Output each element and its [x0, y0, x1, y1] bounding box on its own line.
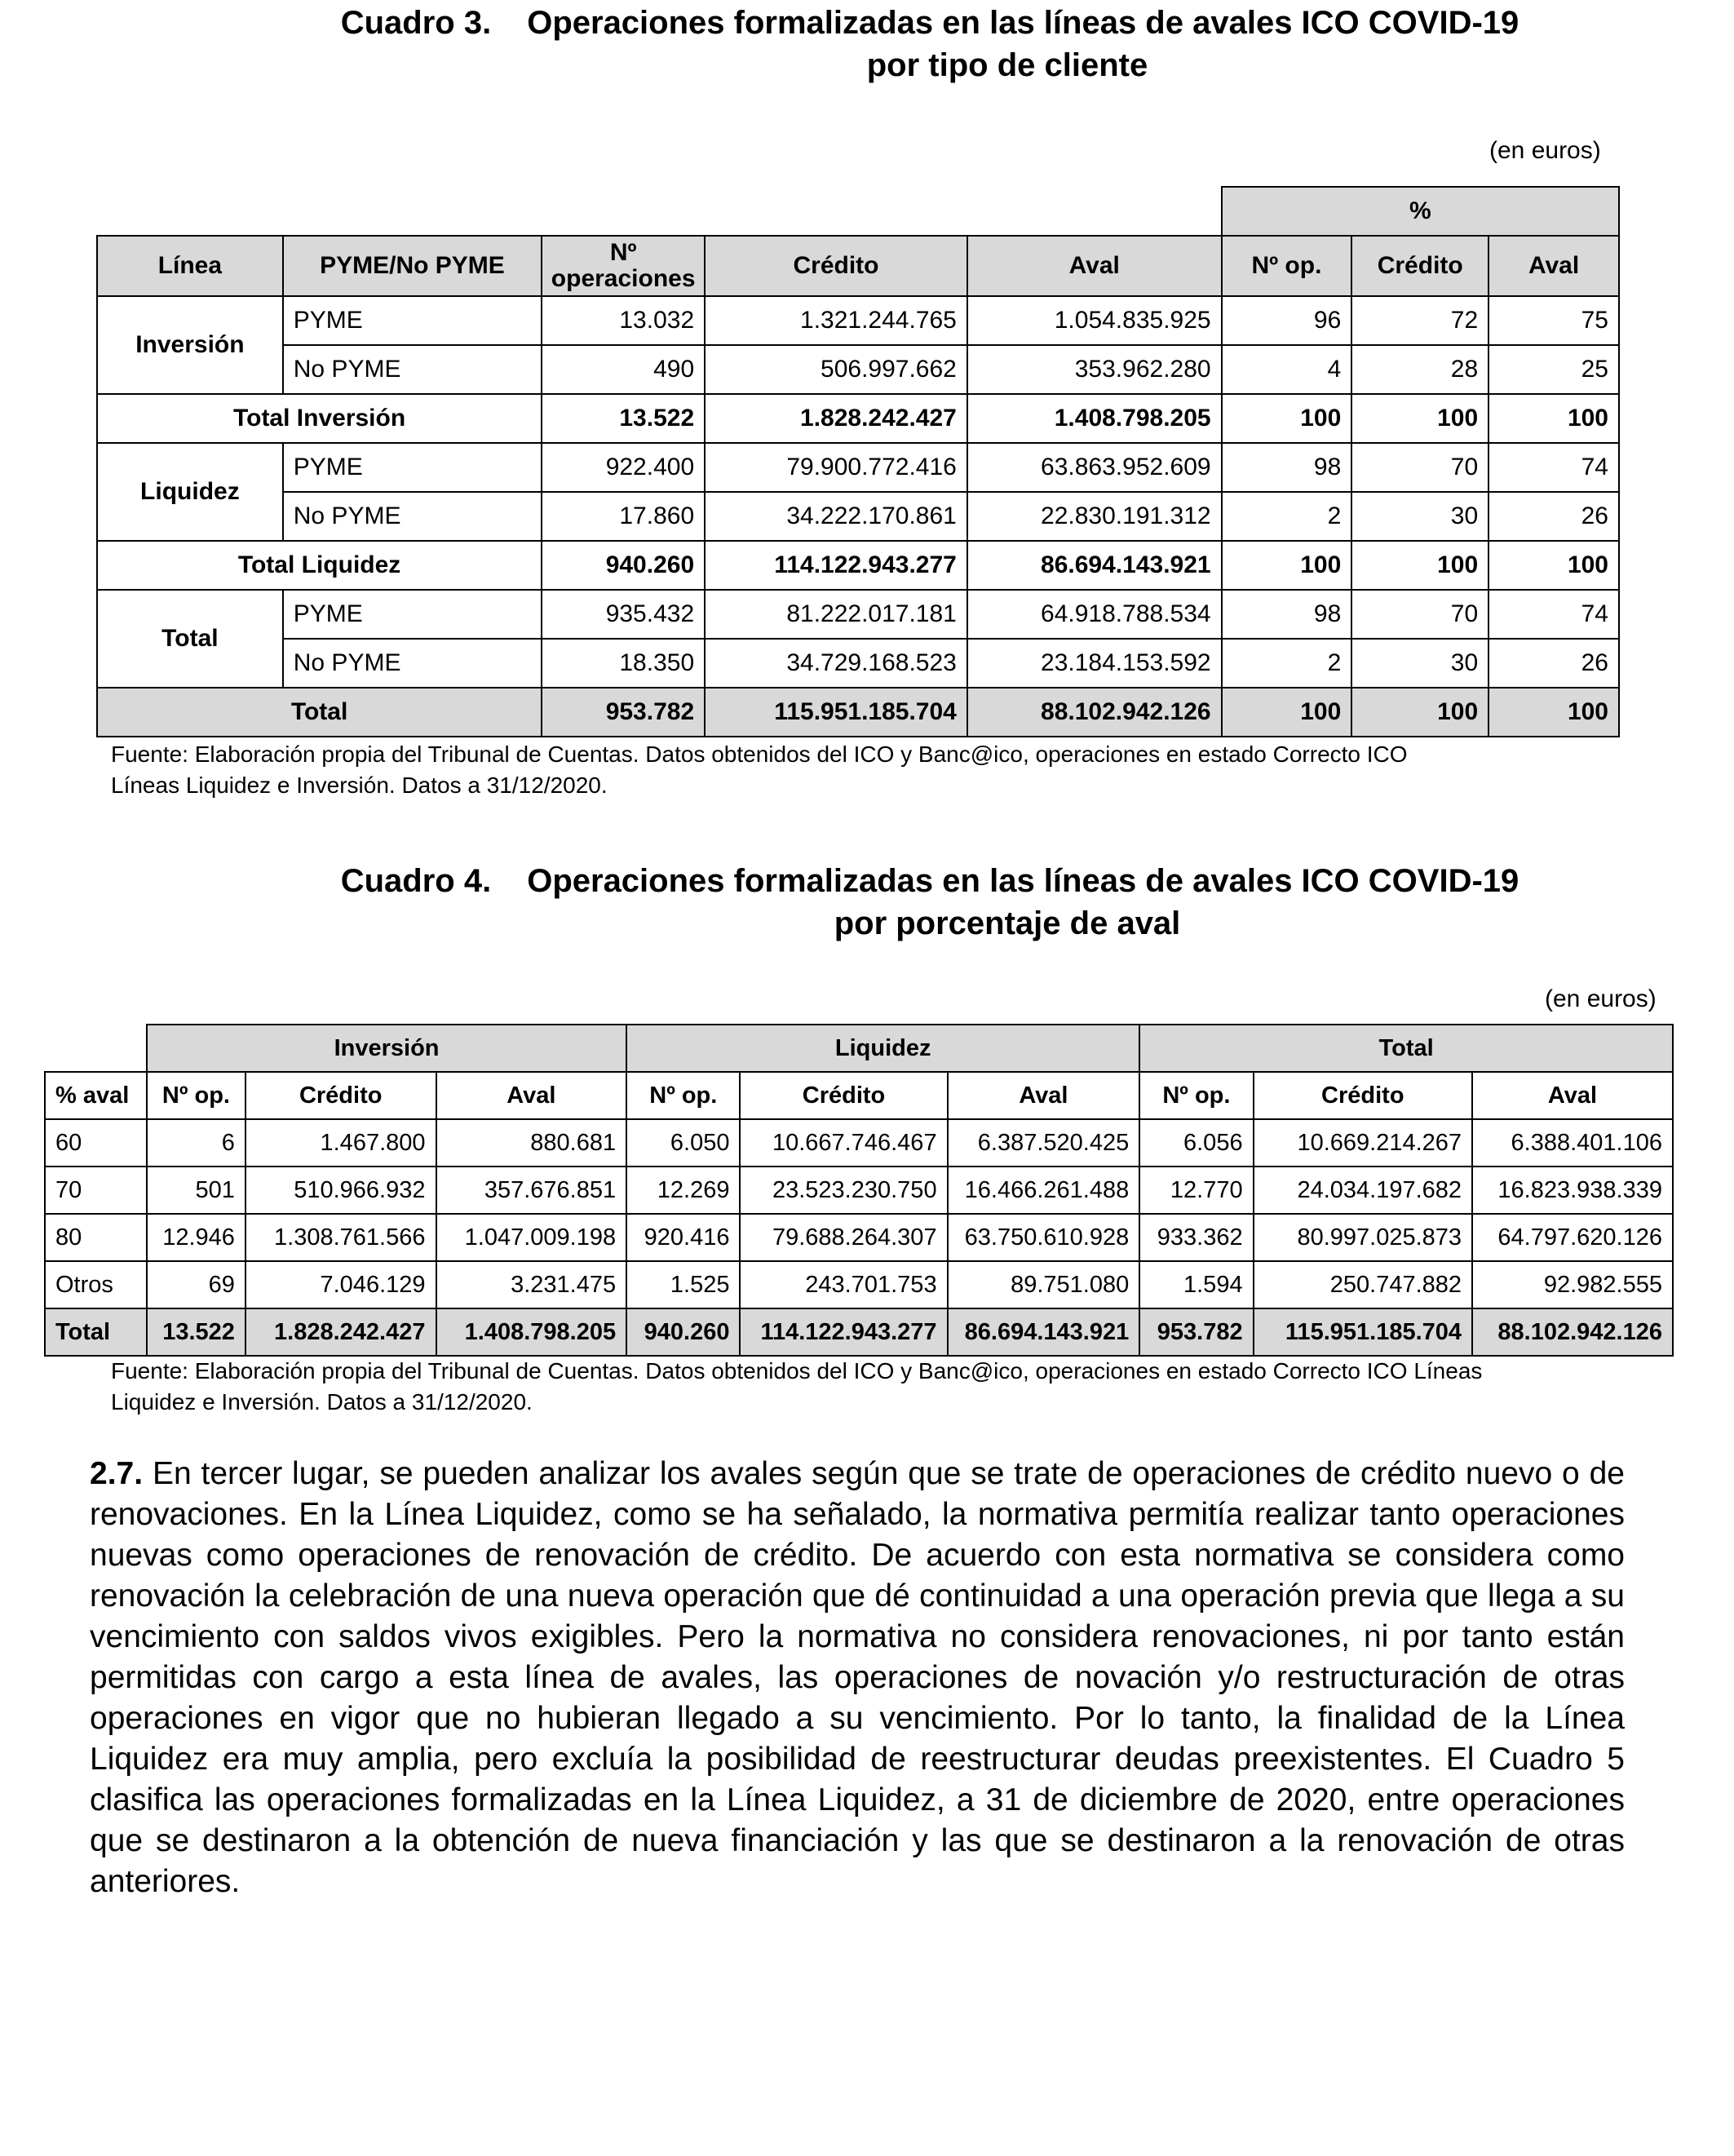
- cell: 26: [1488, 639, 1619, 688]
- cell: 34.729.168.523: [705, 639, 967, 688]
- cell: 2: [1222, 639, 1352, 688]
- cell: 72: [1351, 296, 1488, 345]
- cell: 10.667.746.467: [740, 1119, 947, 1167]
- cell: 100: [1222, 394, 1352, 443]
- header-pct-nop: Nº op.: [1222, 236, 1352, 296]
- row-type: PYME: [283, 443, 542, 492]
- cell: 74: [1488, 590, 1619, 639]
- cell: 353.962.280: [967, 345, 1222, 394]
- header-pct-credito: Crédito: [1351, 236, 1488, 296]
- cell: 22.830.191.312: [967, 492, 1222, 541]
- row-type: PYME: [283, 590, 542, 639]
- header-nop: Nº op.: [626, 1072, 740, 1119]
- cuadro3-table: [96, 186, 1620, 737]
- group-header-liquidez: Liquidez: [626, 1025, 1139, 1072]
- cell: 98: [1222, 590, 1352, 639]
- cell: 12.946: [147, 1214, 246, 1261]
- cuadro3-header-row: [97, 236, 1619, 296]
- cell: 100: [1351, 541, 1488, 590]
- cell: 86.694.143.921: [967, 541, 1222, 590]
- cell: 953.782: [1139, 1308, 1253, 1356]
- cell: 63.750.610.928: [948, 1214, 1140, 1261]
- group-label: Inversión: [97, 296, 283, 394]
- header-aval: Aval: [967, 236, 1222, 296]
- cell: 18.350: [542, 639, 705, 688]
- cell: 24.034.197.682: [1254, 1167, 1472, 1214]
- cell: 1.828.242.427: [705, 394, 967, 443]
- table-row: [97, 639, 1619, 688]
- cell: 880.681: [436, 1119, 627, 1167]
- cell: 357.676.851: [436, 1167, 627, 1214]
- cell: 922.400: [542, 443, 705, 492]
- cell: 1.047.009.198: [436, 1214, 627, 1261]
- cell: 115.951.185.704: [705, 688, 967, 737]
- cell: 81.222.017.181: [705, 590, 967, 639]
- cell: 63.863.952.609: [967, 443, 1222, 492]
- row-label: 60: [45, 1119, 147, 1167]
- paragraph-text: En tercer lugar, se pueden analizar los avales según que se trate de operaciones de crédito nuevo o de renovaciones. En la Línea Liquidez, como se ha señalado, la normativa permitía realizar tanto operaciones nuevas como operaciones de renovación de crédito. De acuerdo con esta normativa se considera como renovación la celebración de una nueva operación que dé continuidad a una operación previa que llega a su vencimiento con saldos vivos exigibles. Pero la normativa no considera renovaciones, ni por tanto están permitidas con cargo a esta línea de avales, las operaciones de novación y/o restructuración de otras operaciones en vigor que no hubieran llegado a su vencimiento. Por lo tanto, la finalidad de la Línea Liquidez era muy amplia, pero excluía la posibilidad de reestructurar deudas preexistentes. El Cuadro 5 clasifica las operaciones formalizadas en la Línea Liquidez, a 31 de diciembre de 2020, entre operaciones que se destinaron a la obtención de nueva financiación y las que se destinaron a la renovación de otras anteriores.: [90, 1456, 1625, 1899]
- cell: 100: [1351, 394, 1488, 443]
- subtotal-label: Total Inversión: [97, 394, 542, 443]
- cell: 34.222.170.861: [705, 492, 967, 541]
- header-n-operaciones: Nº operaciones: [542, 236, 705, 296]
- table-row: [45, 1119, 1673, 1167]
- cell: 6: [147, 1119, 246, 1167]
- cell: 935.432: [542, 590, 705, 639]
- cell: 13.522: [542, 394, 705, 443]
- header-pyme: PYME/No PYME: [283, 236, 542, 296]
- cell: 17.860: [542, 492, 705, 541]
- cuadro3-number: Cuadro 3.: [340, 5, 492, 41]
- paragraph-number: 2.7.: [90, 1456, 144, 1491]
- cell: 6.387.520.425: [948, 1119, 1140, 1167]
- cell: 12.269: [626, 1167, 740, 1214]
- cell: 1.525: [626, 1261, 740, 1308]
- source-line: Fuente: Elaboración propia del Tribunal de Cuentas. Datos obtenidos del ICO y Banc@ico, operaciones en estado Correcto ICO Líneas: [111, 1358, 1483, 1383]
- table-row: [97, 296, 1619, 345]
- cell: 70: [1351, 590, 1488, 639]
- cell: 3.231.475: [436, 1261, 627, 1308]
- header-aval: Aval: [948, 1072, 1140, 1119]
- source-line: Líneas Liquidez e Inversión. Datos a 31/12/2020.: [111, 773, 608, 798]
- cell: 69: [147, 1261, 246, 1308]
- table-row: [97, 345, 1619, 394]
- total-row: [45, 1308, 1673, 1356]
- group-label: Total: [97, 590, 283, 688]
- header-nop: Nº op.: [147, 1072, 246, 1119]
- cell: 114.122.943.277: [705, 541, 967, 590]
- row-type: No PYME: [283, 345, 542, 394]
- header-credito: Crédito: [1254, 1072, 1472, 1119]
- cuadro3-title: [294, 2, 1566, 86]
- cell: 2: [1222, 492, 1352, 541]
- cell: 28: [1351, 345, 1488, 394]
- cell: 250.747.882: [1254, 1261, 1472, 1308]
- table-row: [45, 1167, 1673, 1214]
- cuadro4-table: [44, 1024, 1674, 1357]
- cell: 88.102.942.126: [1472, 1308, 1673, 1356]
- row-type: No PYME: [283, 492, 542, 541]
- cell: 1.594: [1139, 1261, 1253, 1308]
- subtotal-label: Total Liquidez: [97, 541, 542, 590]
- cell: 23.184.153.592: [967, 639, 1222, 688]
- cell: 6.050: [626, 1119, 740, 1167]
- cell: 30: [1351, 492, 1488, 541]
- cuadro3-source: [111, 739, 1628, 801]
- cell: 23.523.230.750: [740, 1167, 947, 1214]
- cell: 4: [1222, 345, 1352, 394]
- cell: 1.321.244.765: [705, 296, 967, 345]
- header-nop: Nº op.: [1139, 1072, 1253, 1119]
- cell: 490: [542, 345, 705, 394]
- total-label: Total: [45, 1308, 147, 1356]
- header-credito: Crédito: [705, 236, 967, 296]
- cell: 1.828.242.427: [246, 1308, 436, 1356]
- cell: 114.122.943.277: [740, 1308, 947, 1356]
- total-label: Total: [97, 688, 542, 737]
- table-row: [97, 443, 1619, 492]
- cell: 64.918.788.534: [967, 590, 1222, 639]
- cuadro4-number: Cuadro 4.: [340, 863, 492, 899]
- header-credito: Crédito: [740, 1072, 947, 1119]
- total-row: [97, 688, 1619, 737]
- cell: 30: [1351, 639, 1488, 688]
- cell: 1.408.798.205: [436, 1308, 627, 1356]
- cell: 98: [1222, 443, 1352, 492]
- row-type: PYME: [283, 296, 542, 345]
- cell: 100: [1222, 688, 1352, 737]
- cell: 96: [1222, 296, 1352, 345]
- table-row: [45, 1261, 1673, 1308]
- cell: 1.308.761.566: [246, 1214, 436, 1261]
- cell: 12.770: [1139, 1167, 1253, 1214]
- subtotal-row: [97, 394, 1619, 443]
- source-line: Fuente: Elaboración propia del Tribunal de Cuentas. Datos obtenidos del ICO y Banc@ico, operaciones en estado Correcto ICO: [111, 742, 1408, 767]
- cell: 92.982.555: [1472, 1261, 1673, 1308]
- cell: 940.260: [542, 541, 705, 590]
- cuadro3-percent-header: %: [1222, 187, 1619, 236]
- cuadro3-units: (en euros): [1489, 137, 1601, 164]
- cell: 100: [1488, 394, 1619, 443]
- cell: 953.782: [542, 688, 705, 737]
- cell: 1.408.798.205: [967, 394, 1222, 443]
- cell: 1.054.835.925: [967, 296, 1222, 345]
- cell: 25: [1488, 345, 1619, 394]
- row-label: 80: [45, 1214, 147, 1261]
- cell: 79.688.264.307: [740, 1214, 947, 1261]
- cell: 100: [1488, 688, 1619, 737]
- group-header-inversion: Inversión: [147, 1025, 626, 1072]
- header-linea: Línea: [97, 236, 283, 296]
- cell: 88.102.942.126: [967, 688, 1222, 737]
- cuadro4-group-header-row: [45, 1025, 1673, 1072]
- cell: 1.467.800: [246, 1119, 436, 1167]
- cell: 13.522: [147, 1308, 246, 1356]
- cell: 115.951.185.704: [1254, 1308, 1472, 1356]
- cuadro4-header-row: [45, 1072, 1673, 1119]
- group-label: Liquidez: [97, 443, 283, 541]
- cuadro3-title-line1: Operaciones formalizadas en las líneas de avales ICO COVID-19: [527, 5, 1519, 41]
- cuadro4-title-line2: por porcentaje de aval: [834, 905, 1181, 941]
- cell: 75: [1488, 296, 1619, 345]
- cuadro4-units: (en euros): [1545, 985, 1657, 1012]
- cell: 933.362: [1139, 1214, 1253, 1261]
- cell: 26: [1488, 492, 1619, 541]
- cell: 920.416: [626, 1214, 740, 1261]
- cell: 100: [1351, 688, 1488, 737]
- cell: 86.694.143.921: [948, 1308, 1140, 1356]
- cell: 6.388.401.106: [1472, 1119, 1673, 1167]
- cuadro3-title-line2: por tipo de cliente: [866, 47, 1148, 83]
- row-label: Otros: [45, 1261, 147, 1308]
- cell: 64.797.620.126: [1472, 1214, 1673, 1261]
- cell: 16.466.261.488: [948, 1167, 1140, 1214]
- cell: 10.669.214.267: [1254, 1119, 1472, 1167]
- subtotal-row: [97, 541, 1619, 590]
- header-aval: Aval: [1472, 1072, 1673, 1119]
- header-credito: Crédito: [246, 1072, 436, 1119]
- row-label: 70: [45, 1167, 147, 1214]
- paragraph-2-7: [90, 1454, 1625, 1902]
- cell: 6.056: [1139, 1119, 1253, 1167]
- row-type: No PYME: [283, 639, 542, 688]
- cell: 243.701.753: [740, 1261, 947, 1308]
- cell: 100: [1222, 541, 1352, 590]
- header-aval: Aval: [436, 1072, 627, 1119]
- cell: 89.751.080: [948, 1261, 1140, 1308]
- cell: 100: [1488, 541, 1619, 590]
- cell: 13.032: [542, 296, 705, 345]
- cuadro4-source: [111, 1356, 1661, 1418]
- cell: 79.900.772.416: [705, 443, 967, 492]
- cuadro4-title: [294, 860, 1566, 945]
- table-row: [45, 1214, 1673, 1261]
- cell: 70: [1351, 443, 1488, 492]
- table-row: [97, 590, 1619, 639]
- cell: 501: [147, 1167, 246, 1214]
- header-pct-aval: % aval: [45, 1072, 147, 1119]
- cell: 74: [1488, 443, 1619, 492]
- cell: 940.260: [626, 1308, 740, 1356]
- source-line: Liquidez e Inversión. Datos a 31/12/2020.: [111, 1389, 533, 1414]
- group-header-total: Total: [1139, 1025, 1673, 1072]
- cell: 506.997.662: [705, 345, 967, 394]
- cell: 80.997.025.873: [1254, 1214, 1472, 1261]
- table-row: [97, 492, 1619, 541]
- cell: 16.823.938.339: [1472, 1167, 1673, 1214]
- cuadro4-title-line1: Operaciones formalizadas en las líneas de avales ICO COVID-19: [527, 863, 1519, 899]
- header-pct-aval: Aval: [1488, 236, 1619, 296]
- cell: 7.046.129: [246, 1261, 436, 1308]
- cell: 510.966.932: [246, 1167, 436, 1214]
